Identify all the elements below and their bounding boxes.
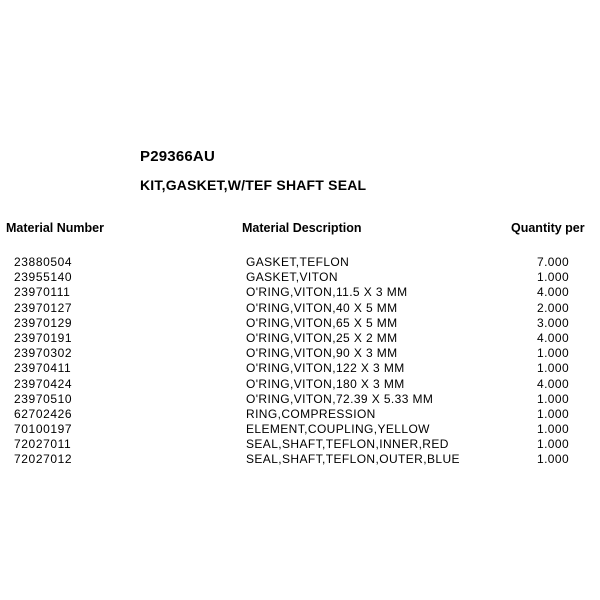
quantity: 2.000 <box>537 300 570 315</box>
table-row <box>0 301 600 316</box>
material-description: ELEMENT,COUPLING,YELLOW <box>246 422 430 437</box>
quantity: 3.000 <box>537 315 570 330</box>
quantity: 1.000 <box>537 437 570 452</box>
quantity: 4.000 <box>537 285 570 300</box>
material-number: 23970510 <box>14 391 73 406</box>
material-number: 70100197 <box>14 422 73 437</box>
table-row <box>0 392 600 407</box>
kit-title: KIT,GASKET,W/TEF SHAFT SEAL <box>140 177 367 193</box>
column-header-material-description: Material Description <box>242 221 362 235</box>
material-number: 72027011 <box>14 437 72 452</box>
quantity: 7.000 <box>537 255 570 269</box>
table-row <box>0 270 600 285</box>
material-number: 23880504 <box>14 255 73 269</box>
table-row <box>0 422 600 437</box>
parts-table <box>0 255 600 468</box>
material-description: RING,COMPRESSION <box>246 406 376 421</box>
column-header-quantity: Quantity per <box>511 221 585 235</box>
material-number: 62702426 <box>14 406 73 421</box>
material-description: O'RING,VITON,25 X 2 MM <box>246 330 398 345</box>
material-description: O'RING,VITON,72.39 X 5.33 MM <box>246 391 434 406</box>
material-description: SEAL,SHAFT,TEFLON,INNER,RED <box>246 437 449 452</box>
column-header-material-number: Material Number <box>6 221 104 235</box>
material-description: O'RING,VITON,90 X 3 MM <box>246 346 398 361</box>
quantity: 1.000 <box>537 452 570 467</box>
material-number: 23955140 <box>14 270 73 285</box>
material-description: GASKET,VITON <box>246 270 338 285</box>
quantity: 1.000 <box>537 361 570 376</box>
table-row <box>0 331 600 346</box>
kit-number: P29366AU <box>140 148 215 165</box>
quantity: 4.000 <box>537 330 570 345</box>
quantity: 1.000 <box>537 346 570 361</box>
quantity: 1.000 <box>537 406 570 421</box>
material-number: 23970129 <box>14 315 73 330</box>
quantity: 1.000 <box>537 391 570 406</box>
material-description: O'RING,VITON,40 X 5 MM <box>246 300 398 315</box>
material-description: GASKET,TEFLON <box>246 255 350 269</box>
quantity: 4.000 <box>537 376 570 391</box>
material-description: O'RING,VITON,11.5 X 3 MM <box>246 285 408 300</box>
table-row <box>0 361 600 376</box>
material-description: SEAL,SHAFT,TEFLON,OUTER,BLUE <box>246 452 460 467</box>
table-row <box>0 407 600 422</box>
table-row <box>0 285 600 300</box>
table-row <box>0 377 600 392</box>
table-row <box>0 452 600 467</box>
quantity: 1.000 <box>537 422 570 437</box>
material-number: 23970302 <box>14 346 73 361</box>
table-row <box>0 346 600 361</box>
material-description: O'RING,VITON,122 X 3 MM <box>246 361 405 376</box>
table-row <box>0 255 600 270</box>
material-number: 23970127 <box>14 300 73 315</box>
material-number: 23970411 <box>14 361 72 376</box>
material-number: 72027012 <box>14 452 73 467</box>
material-description: O'RING,VITON,65 X 5 MM <box>246 315 398 330</box>
material-description: O'RING,VITON,180 X 3 MM <box>246 376 405 391</box>
material-number: 23970111 <box>14 285 71 300</box>
material-number: 23970424 <box>14 376 73 391</box>
material-number: 23970191 <box>14 330 73 345</box>
table-row <box>0 316 600 331</box>
quantity: 1.000 <box>537 270 570 285</box>
table-row <box>0 437 600 452</box>
